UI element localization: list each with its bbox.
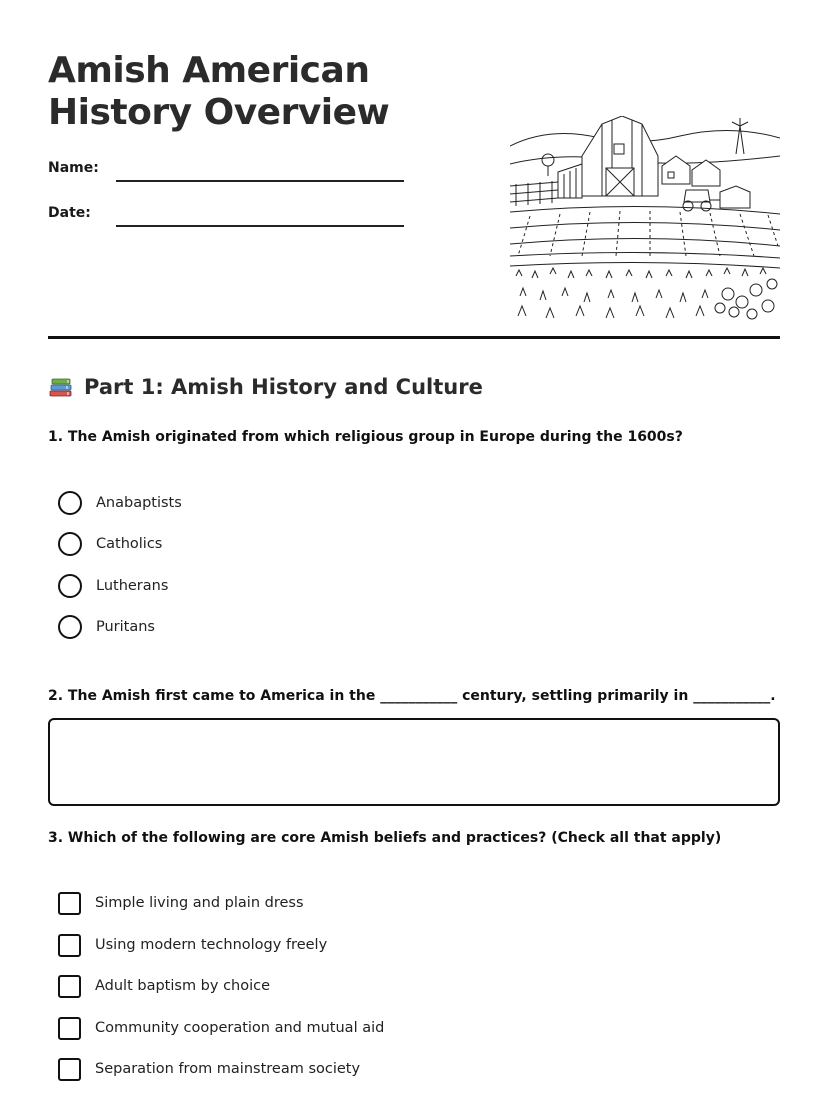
checkbox[interactable] [58, 1017, 81, 1040]
option-label: Catholics [96, 536, 163, 552]
checkbox[interactable] [58, 1058, 81, 1081]
option-label: Lutherans [96, 578, 169, 594]
page-title: Amish American History Overview [48, 50, 390, 133]
date-line[interactable] [116, 225, 404, 227]
part1-title: Part 1: Amish History and Culture [84, 375, 483, 399]
option-label: Anabaptists [96, 495, 182, 511]
farm-illustration [510, 116, 780, 320]
date-label: Date: [48, 205, 91, 221]
q3-option-community-cooperation[interactable] [58, 1015, 384, 1041]
option-label: Using modern technology freely [95, 937, 328, 953]
q2-answer-box[interactable] [48, 718, 780, 806]
q1-option-catholics[interactable] [58, 531, 162, 557]
checkbox[interactable] [58, 975, 81, 998]
q3-option-simple-living[interactable] [58, 890, 304, 916]
radio-button[interactable] [58, 491, 82, 515]
q1-option-lutherans[interactable] [58, 573, 168, 599]
q3-option-modern-technology[interactable] [58, 932, 327, 958]
option-label: Adult baptism by choice [95, 978, 271, 994]
question-2: 2. The Amish first came to America in the ___________ century, settling primarily in ___________. [48, 688, 776, 704]
radio-button[interactable] [58, 574, 82, 598]
q3-option-separation[interactable] [58, 1056, 360, 1082]
name-label: Name: [48, 160, 99, 176]
q1-option-anabaptists[interactable] [58, 490, 182, 516]
radio-button[interactable] [58, 532, 82, 556]
worksheet-page [48, 0, 780, 1118]
name-line[interactable] [116, 180, 404, 182]
date-field[interactable] [48, 205, 408, 229]
part1-heading [48, 374, 483, 400]
checkbox[interactable] [58, 892, 81, 915]
question-1: 1. The Amish originated from which religious group in Europe during the 1600s? [48, 429, 683, 445]
option-label: Separation from mainstream society [95, 1061, 361, 1077]
q3-option-adult-baptism[interactable] [58, 973, 270, 999]
radio-button[interactable] [58, 615, 82, 639]
option-label: Community cooperation and mutual aid [95, 1020, 385, 1036]
checkbox[interactable] [58, 934, 81, 957]
name-field[interactable] [48, 160, 408, 184]
books-icon [48, 374, 74, 400]
q1-option-puritans[interactable] [58, 614, 155, 640]
option-label: Puritans [96, 619, 155, 635]
header-divider [48, 336, 780, 339]
question-3: 3. Which of the following are core Amish beliefs and practices? (Check all that apply) [48, 830, 722, 846]
option-label: Simple living and plain dress [95, 895, 304, 911]
